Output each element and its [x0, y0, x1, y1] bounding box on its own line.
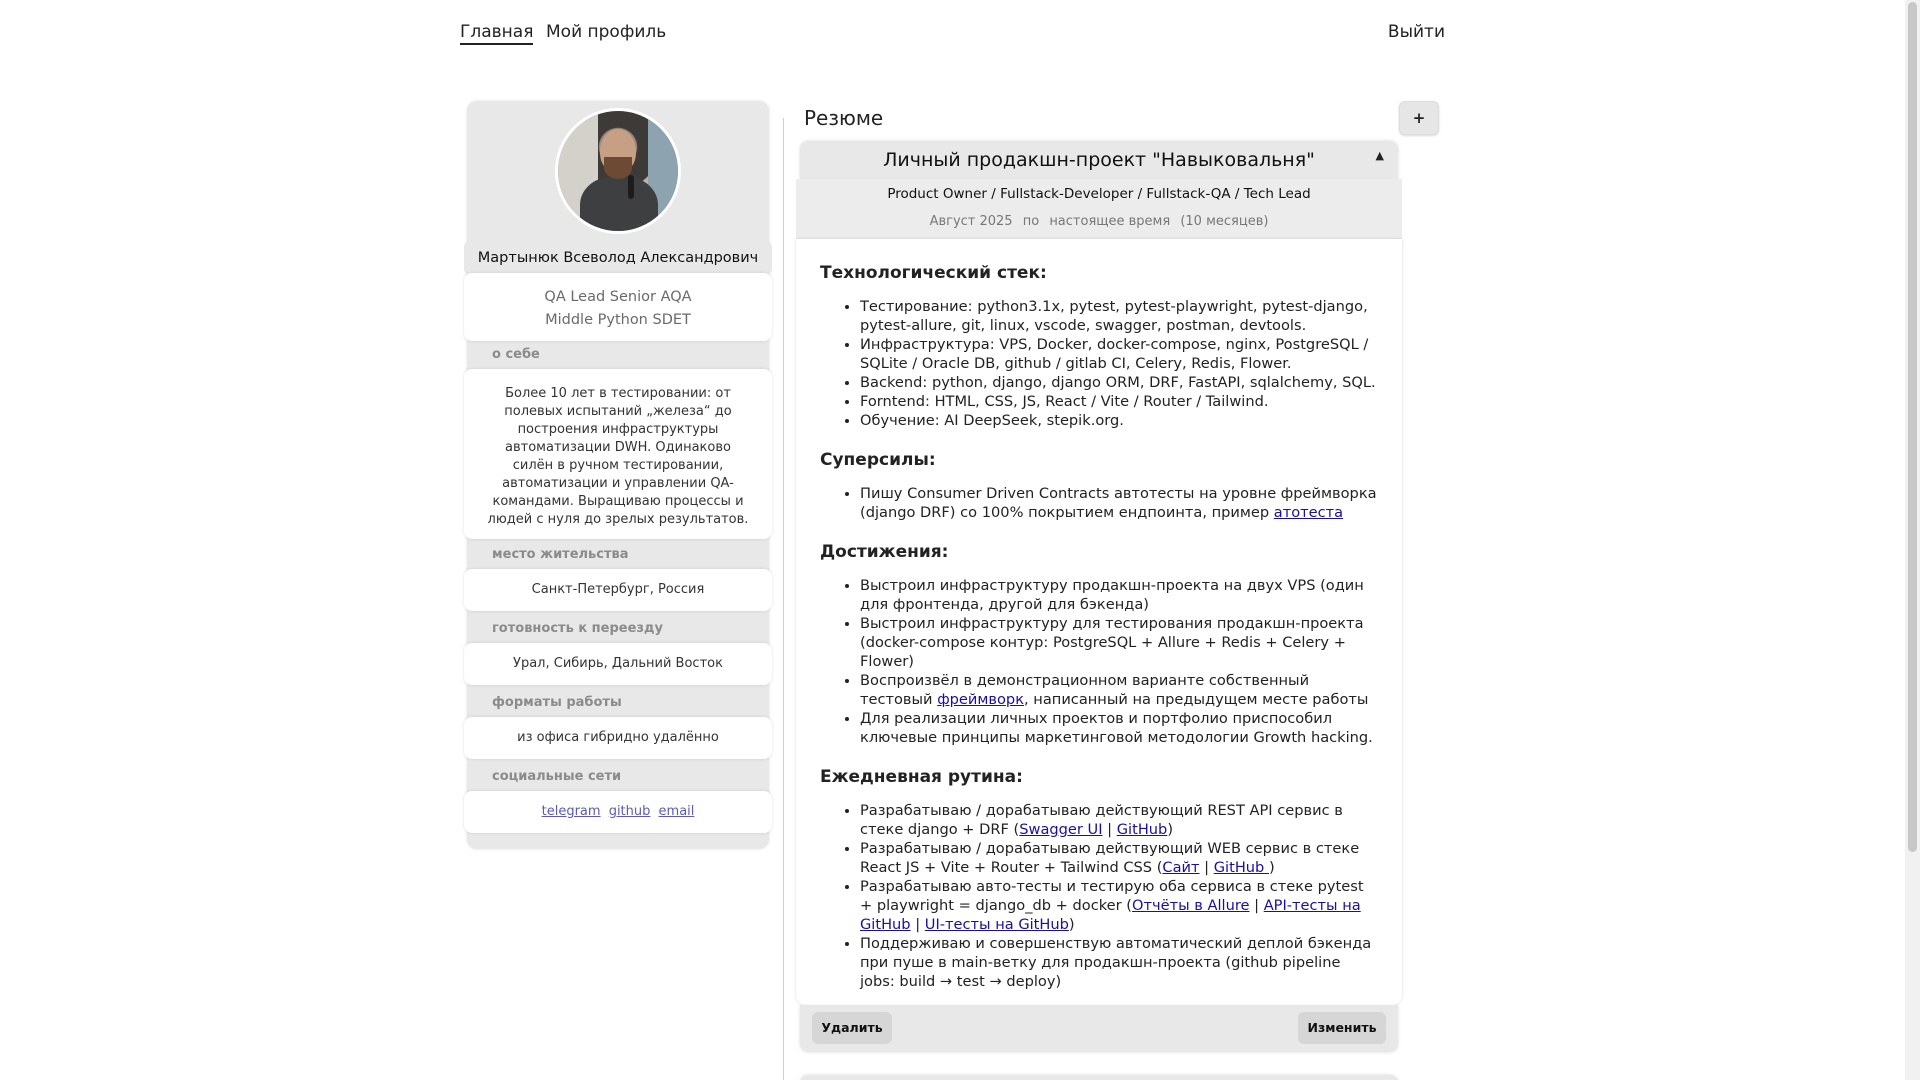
about-header: о себе [492, 347, 540, 362]
ui-tests-github-link[interactable]: UI-тесты на GitHub [924, 916, 1069, 933]
relocation-header: готовность к переезду [492, 621, 663, 636]
list-item: • Разрабатываю / дорабатываю действующий WEB сервис в стеке React JS + Vite + Router + Tailwind CSS (Сайт | GitHub ) [860, 839, 1378, 877]
stack-heading: Технологический стек: [820, 263, 1047, 283]
site-link[interactable]: Сайт [1162, 859, 1200, 876]
top-nav [460, 22, 1445, 52]
project-dates [796, 214, 1402, 229]
list-item: • Тестирование: python3.1x, pytest, pytest-playwright, pytest-django, pytest-allure, git, linux, vscode, swagger, postman, devtools. [860, 297, 1378, 335]
profile-titles [464, 273, 772, 341]
email-link[interactable]: email [658, 804, 695, 819]
project-header[interactable] [800, 141, 1398, 179]
resume-title: Резюме [804, 106, 884, 130]
project-role: Product Owner / Fullstack-Developer / Fullstack-QA / Tech Lead [887, 186, 1311, 202]
delete-button[interactable]: Удалить [812, 1012, 892, 1044]
scrollbar-thumb[interactable] [1908, 2, 1917, 852]
residence-value: Санкт-Петербург, Россия [464, 569, 772, 611]
nav-profile-link[interactable]: Мой профиль [546, 22, 667, 42]
list-item: • Инфраструктура: VPS, Docker, docker-compose, nginx, PostgreSQL / SQLite / Oracle DB, github / gitlab CI, Celery, Redis, Flower. [860, 335, 1378, 373]
next-project-card[interactable] [800, 1075, 1398, 1080]
framework-link[interactable]: фреймворк [937, 691, 1025, 708]
about-text: Более 10 лет в тестировании: от полевых испытаний „железа“ до построения инфраструктуры автоматизации DWH. Одинаково силён в ручном тестировании, автоматизации и управлении QA-командами. Выращиваю процессы и людей с нуля до зрелых результатов. [464, 369, 772, 539]
daily-routine-heading: Ежедневная рутина: [820, 767, 1023, 787]
column-divider [783, 118, 784, 1080]
list-item: • Для реализации личных проектов и портфолио приспособил ключевые принципы маркетинговой методологии Growth hacking. [860, 709, 1378, 747]
allure-reports-link[interactable]: Отчёты в Allure [1132, 897, 1250, 914]
add-project-button[interactable]: + [1399, 101, 1439, 135]
telegram-link[interactable]: telegram [541, 804, 601, 819]
collapse-arrow-icon[interactable]: ▲ [1375, 149, 1384, 162]
list-item: • Пишу Consumer Driven Contracts автотесты на уровне фреймворка (django DRF) со 100% покрытием ендпоинта, пример атотеста [860, 484, 1378, 522]
swagger-ui-link[interactable]: Swagger UI [1019, 821, 1103, 838]
list-item: • Выстроил инфраструктуру для тестирования продакшн-проекта (docker-compose контур: PostgreSQL + Allure + Redis + Celery + Flower) [860, 614, 1378, 671]
project-body [796, 239, 1402, 1005]
achievements-heading: Достижения: [820, 542, 949, 562]
edit-button[interactable]: Изменить [1298, 1012, 1386, 1044]
superpowers-heading: Суперсилы: [820, 450, 936, 470]
achievements-list [860, 576, 1378, 747]
date-from: Август 2025 [929, 214, 1013, 229]
project-meta [796, 179, 1402, 239]
project-footer [800, 1005, 1398, 1051]
list-item: • Поддерживаю и совершенствую автоматический деплой бэкенда при пуше в main-ветку для продакшн-проекта (github pipeline jobs: build → test → deploy) [860, 934, 1378, 991]
scrollbar[interactable] [1905, 0, 1920, 1080]
profile-name: Мартынюк Всеволод Александрович [464, 241, 772, 275]
list-item: • Backend: python, django, django ORM, DRF, FastAPI, sqlalchemy, SQL. [860, 373, 1378, 392]
project-title: Личный продакшн-проект "Навыковальня" [883, 149, 1315, 171]
github-link[interactable]: github [608, 804, 651, 819]
stack-list [860, 297, 1378, 430]
superpowers-list [860, 484, 1378, 522]
work-formats-header: форматы работы [492, 695, 622, 710]
frontend-github-link[interactable]: GitHub [1213, 859, 1269, 876]
logout-link[interactable]: Выйти [1387, 22, 1445, 42]
social-links [464, 791, 772, 833]
profile-title-1: QA Lead Senior AQA [544, 289, 692, 305]
relocation-value: Урал, Сибирь, Дальний Восток [464, 643, 772, 685]
work-formats-value: из офиса гибридно удалённо [464, 717, 772, 759]
residence-header: место жительства [492, 547, 629, 562]
list-item: • Разрабатываю авто-тесты и тестирую оба сервиса в стеке pytest + playwright = django_db + docker (Отчёты в Allure | API-тесты на GitHub | UI-тесты на GitHub) [860, 877, 1378, 934]
backend-github-link[interactable]: GitHub [1116, 821, 1168, 838]
list-item: • Разрабатываю / дорабатываю действующий REST API сервис в стеке django + DRF (Swagger UI | GitHub) [860, 801, 1378, 839]
autotest-link[interactable]: атотеста [1273, 504, 1344, 521]
social-header: социальные сети [492, 769, 622, 784]
daily-routine-list [860, 801, 1378, 991]
nav-home-link[interactable]: Главная [460, 22, 533, 45]
list-item: • Воспроизвёл в демонстрационном варианте собственный тестовый фреймворк, написанный на предыдущем месте работы [860, 671, 1378, 709]
list-item: • Выстроил инфраструктуру продакшн-проекта на двух VPS (один для фронтенда, другой для бэкенда) [860, 576, 1378, 614]
profile-title-2: Middle Python SDET [545, 312, 691, 328]
avatar [555, 108, 681, 234]
list-item: • Обучение: AI DeepSeek, stepik.org. [860, 411, 1378, 430]
date-separator: по [1022, 214, 1040, 229]
api-tests-github-link[interactable]: API-тесты на GitHub [860, 897, 1361, 933]
project-duration: (10 месяцев) [1180, 214, 1269, 229]
date-to: настоящее время [1049, 214, 1171, 229]
list-item: • Forntend: HTML, CSS, JS, React / Vite / Router / Tailwind. [860, 392, 1378, 411]
